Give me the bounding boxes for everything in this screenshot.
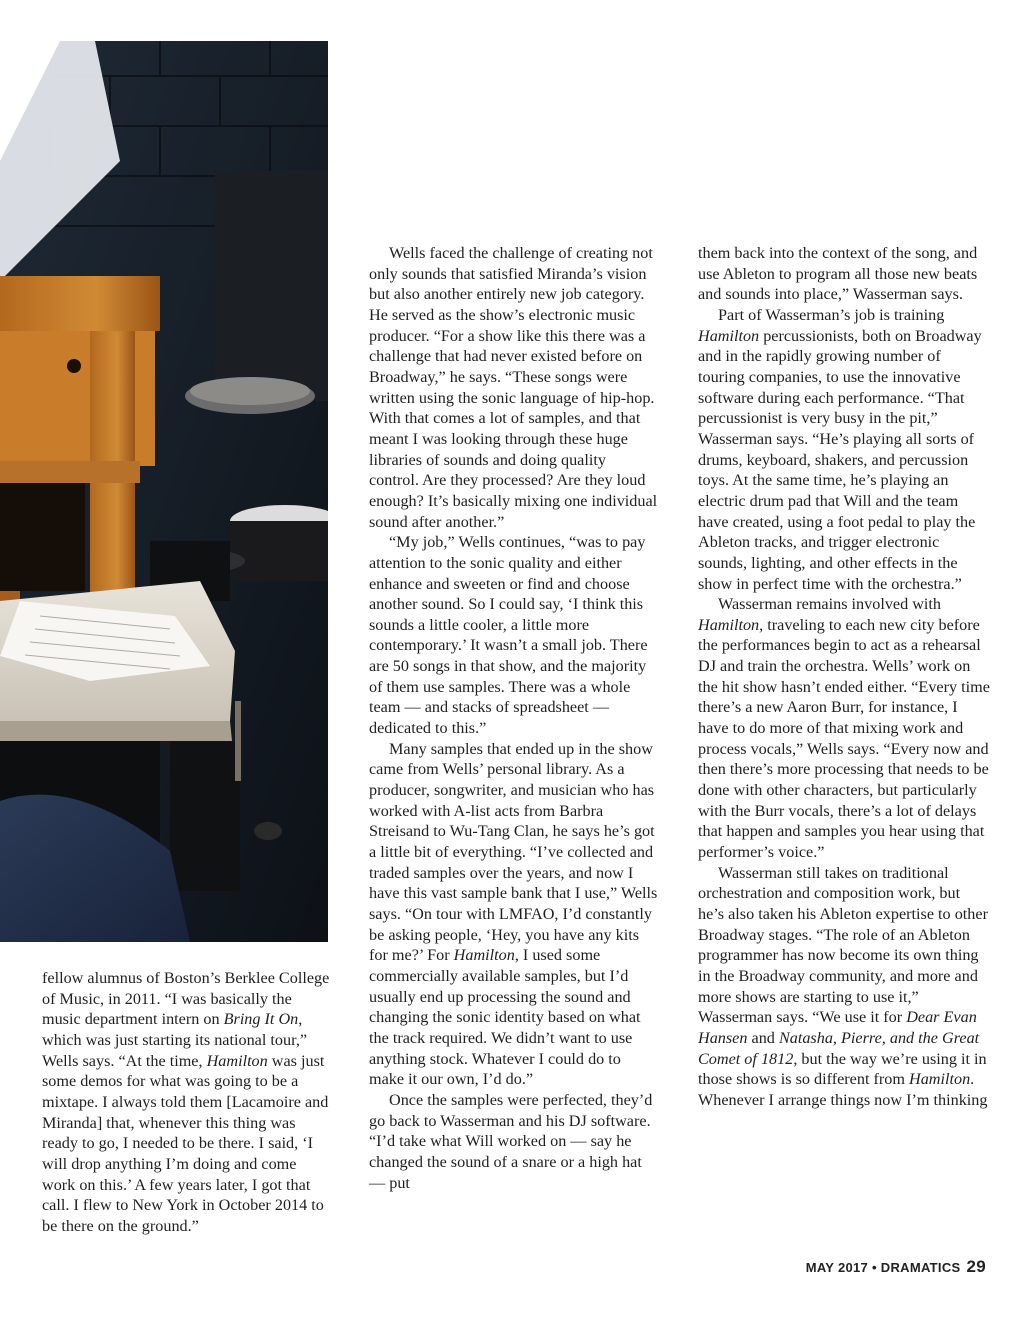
- text-run: percussionists, both on Broadway and in the rapidly growing number of touring companies, to use the innovative software during each performance. “That percussionist is very busy in the pit,” Wasserman says. “He’s playing all sorts of drums, keyboard, shakers, and percussion toys. At the same time, he’s playing an electric drum pad that Will and the team have created, using a foot pedal to play the Ableton tracks, and trigger electronic sounds, lighting, and other effects in the show in perfect time with the orchestra.”: [698, 326, 982, 593]
- text-run: , traveling to each new city before the performances begin to act as a rehearsal DJ and train the orchestra. Wells’ work on the hit show hasn’t ended either. “Every time there’s a new Aaron Burr, for instance, I have to do more of that mixing work and process vocals,” Wells says. “Every now and then there’s more processing that needs to be done with other characters, but particularly with the Burr vocals, there’s a lot of delays that happen and samples you hear using that performer’s voice.”: [698, 615, 990, 862]
- text-run: , I used some commercially available samples, but I’d usually end up processing the sound and changing the sonic identity based on what the track required. We didn’t want to use anything stock. Whatever I could do to make it our own, I’d do.”: [369, 946, 641, 1089]
- rehearsal-room-photo: [0, 41, 328, 942]
- text-run: , but the way we’re using it in those shows is so different from: [698, 1049, 987, 1089]
- title-italic: Natasha, Pierre, and the Great Comet of 1812: [698, 1028, 980, 1068]
- title-italic: Hamilton: [909, 1070, 971, 1089]
- title-italic: Dear Evan Hansen: [698, 1008, 977, 1047]
- text-run: was just some demos for what was going to be a mixtape. I always told them [Lacamoire and Miranda] that, whenever this thing was ready to go, I needed to be there. I said, ‘I will drop anything I’m doing and come work on this.’ A few years later, I got that call. I flew to New York in October 2014 to be there on the ground.”: [42, 1051, 329, 1235]
- text-run: Wasserman still takes on traditional orchestration and composition work, but he’s also taken his Ableton expertise to other Broadway stages. “The role of an Ableton programmer has now become its own thing in the Broadway community, and more and more shows are starting to use it,” Wasserman says. “We use it for: [698, 863, 988, 1027]
- title-italic: Hamilton: [206, 1051, 268, 1070]
- text-run: Part of Wasserman’s job is training: [718, 305, 945, 324]
- col2-paragraph-2: “My job,” Wells continues, “was to pay attention to the sonic quality and either enhance and sweeten or find and choose another sound. So I could say, ‘I think this sounds a little cooler, a little more contemporary.’ It wasn’t a small job. There are 50 songs in that show, and the majority of them use samples. There was a whole team — and stacks of spreadsheet — dedicated to this.”: [369, 533, 648, 738]
- col2-paragraph-3: [369, 739, 659, 1090]
- article-column-1: [42, 968, 332, 1237]
- article-column-3: [698, 243, 990, 1111]
- title-italic: Bring It On: [223, 1010, 299, 1029]
- title-italic: Hamilton: [698, 326, 760, 345]
- title-italic: Hamilton: [698, 615, 760, 634]
- text-run: , which was just starting its national tour,” Wells says. “At the time,: [42, 1010, 308, 1070]
- article-column-2: [369, 243, 659, 1193]
- page-footer: [806, 1257, 986, 1277]
- text-run: fellow alumnus of Boston’s Berklee College of Music, in 2011. “I was basically the music department intern on: [42, 969, 330, 1029]
- col2-paragraph-4: Once the samples were perfected, they’d go back to Wasserman and his DJ software. “I’d take what Will worked on — say he changed the sound of a snare or a high hat — put: [369, 1090, 653, 1192]
- col3-paragraph-2: [698, 305, 990, 594]
- col1-paragraph-1: [42, 968, 332, 1237]
- page-number: 29: [966, 1257, 986, 1276]
- text-run: and: [747, 1028, 779, 1047]
- col3-paragraph-1: them back into the context of the song, and use Ableton to program all those new beats and sounds into place,” Wasserman says.: [698, 244, 978, 304]
- col3-paragraph-3: [698, 594, 990, 863]
- col2-paragraph-1: Wells faced the challenge of creating not only sounds that satisfied Miranda’s vision but also another entirely new job category. He served as the show’s electronic music producer. “For a show like this there was a challenge that had never existed before on Broadway,” he says. “These songs were written using the sonic language of hip-hop. With that comes a lot of samples, and that meant I was looking through these huge libraries of sounds and doing quality control. Are they processed? Are they loud enough? It’s basically mixing one individual sound after another.”: [369, 244, 658, 531]
- text-run: Many samples that ended up in the show came from Wells’ personal library. As a producer, songwriter, and musician who has worked with A-list acts from Barbra Streisand to Wu-Tang Clan, he says he’s got a little bit of everything. “I’ve collected and traded samples over the years, and now I have this vast sample bank that I use,” Wells says. “On tour with LMFAO, I’d constantly be asking people, ‘Hey, you have any kits for me?’ For: [369, 739, 658, 965]
- text-run: Wasserman remains involved with: [718, 595, 942, 614]
- title-italic: Hamilton: [453, 946, 515, 965]
- text-run: . Whenever I arrange things now I’m thinking: [698, 1070, 988, 1109]
- col3-paragraph-4: [698, 863, 990, 1111]
- issue-label: MAY 2017 • DRAMATICS: [805, 1260, 961, 1275]
